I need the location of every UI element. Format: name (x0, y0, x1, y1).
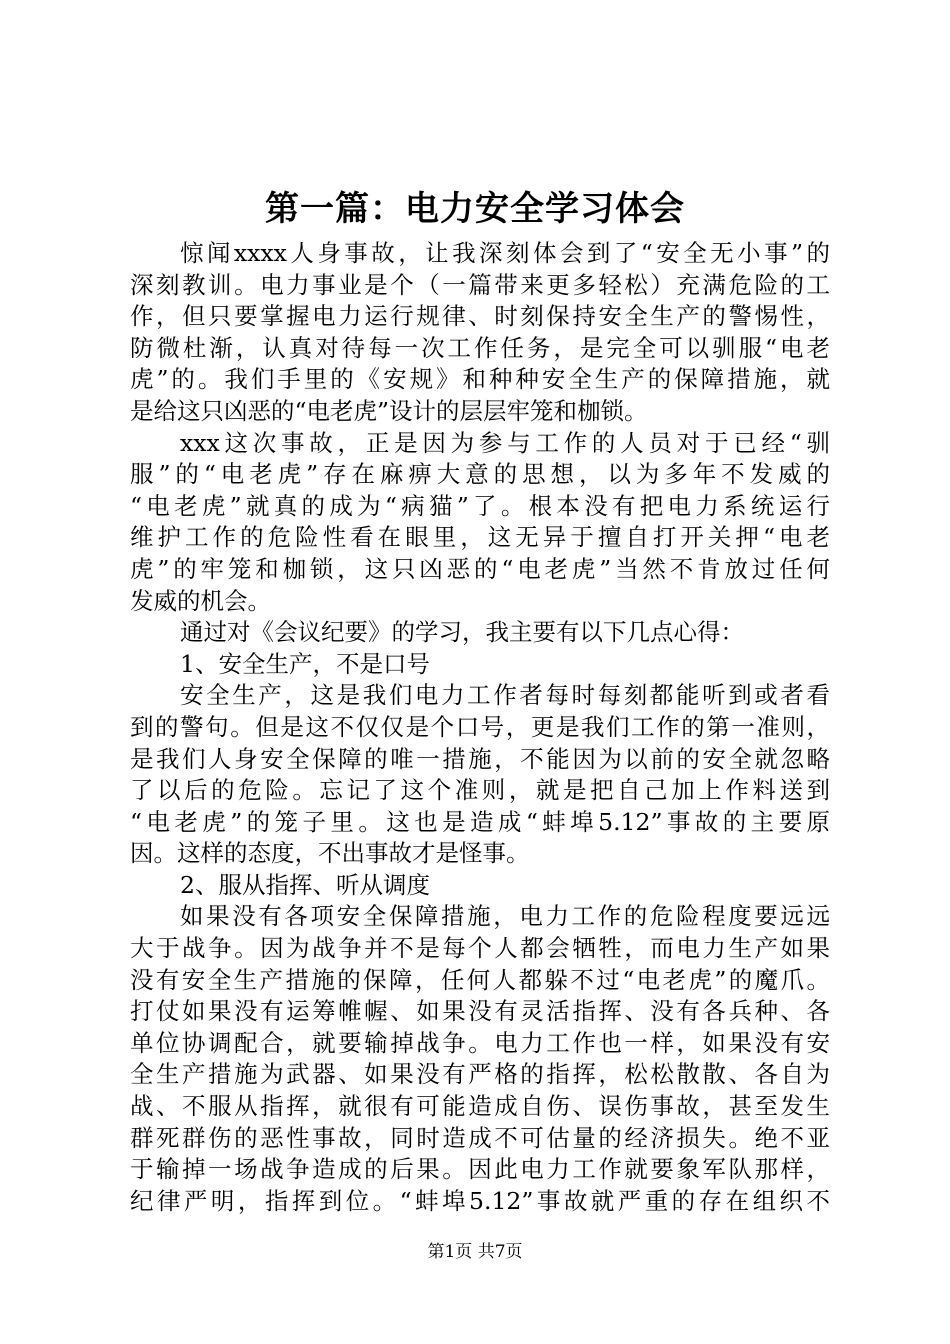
text-line: 大于战争。因为战争并不是每个人都会牺牲，而电力生产如果 (130, 934, 830, 963)
text-line: 通过对《会议纪要》的学习，我主要有以下几点心得： (180, 618, 744, 647)
text-line: 单位协调配合，就要输掉战争。电力工作也一样，如果没有安 (130, 1028, 830, 1057)
text-line: 安全生产，这是我们电力工作者每时每刻都能听到或者看 (180, 681, 830, 710)
text-line: xxx这次事故，正是因为参与工作的人员对于已经“驯 (180, 428, 830, 457)
text-line: 防微杜渐，认真对待每一次工作任务，是完全可以驯服“电老 (130, 333, 830, 362)
text-line: 打仗如果没有运筹帷幄、如果没有灵活指挥、没有各兵种、各 (130, 997, 830, 1026)
text-line: 作，但只要掌握电力运行规律、时刻保持安全生产的警惕性， (130, 302, 830, 331)
text-line: 是给这只凶恶的“电老虎”设计的层层牢笼和枷锁。 (130, 396, 648, 425)
text-line: 1、安全生产，不是口号 (180, 649, 430, 678)
text-line: 深刻教训。电力事业是个（一篇带来更多轻松）充满危险的工 (130, 270, 830, 299)
text-line: 全生产措施为武器、如果没有严格的指挥，松松散散、各自为 (130, 1060, 830, 1089)
text-line: 群死群伤的恶性事故，同时造成不可估量的经济损失。绝不亚 (130, 1123, 830, 1152)
text-line: 于输掉一场战争造成的后果。因此电力工作就要象军队那样， (130, 1155, 830, 1184)
text-line: 虎”的牢笼和枷锁，这只凶恶的“电老虎”当然不肯放过任何 (130, 554, 830, 583)
text-line: 服”的“电老虎”存在麻痹大意的思想，以为多年不发威的 (130, 460, 830, 489)
text-line: 惊闻xxxx人身事故，让我深刻体会到了“安全无小事”的 (180, 239, 830, 267)
page-footer: 第1页 共7页 (427, 1242, 523, 1262)
document-title: 第一篇：电力安全学习体会 (265, 189, 685, 229)
text-line: 战、不服从指挥，就很有可能造成自伤、误伤事故，甚至发生 (130, 1092, 830, 1121)
text-line: 因。这样的态度，不出事故才是怪事。 (130, 839, 530, 868)
text-line: 发威的机会。 (130, 586, 271, 615)
text-line: 如果没有各项安全保障措施，电力工作的危险程度要远远 (180, 902, 830, 931)
text-line: 纪律严明，指挥到位。“蚌埠5.12”事故就严重的存在组织不 (130, 1186, 830, 1215)
text-line: “电老虎”就真的成为“病猫”了。根本没有把电力系统运行 (130, 491, 830, 520)
text-line: 维护工作的危险性看在眼里，这无异于擅自打开关押“电老 (130, 523, 830, 552)
text-line: 是我们人身安全保障的唯一措施，不能因为以前的安全就忽略 (130, 744, 830, 773)
text-line: 到的警句。但是这不仅仅是个口号，更是我们工作的第一准则， (130, 712, 830, 741)
text-line: 了以后的危险。忘记了这个准则，就是把自己加上作料送到 (130, 776, 830, 805)
text-line: “电老虎”的笼子里。这也是造成“蚌埠5.12”事故的主要原 (130, 807, 830, 836)
text-line: 没有安全生产措施的保障，任何人都躲不过“电老虎”的魔爪。 (130, 965, 830, 994)
document-body (130, 238, 830, 1217)
text-line: 2、服从指挥、听从调度 (180, 870, 430, 899)
text-line: 虎”的。我们手里的《安规》和种种安全生产的保障措施，就 (130, 365, 830, 394)
